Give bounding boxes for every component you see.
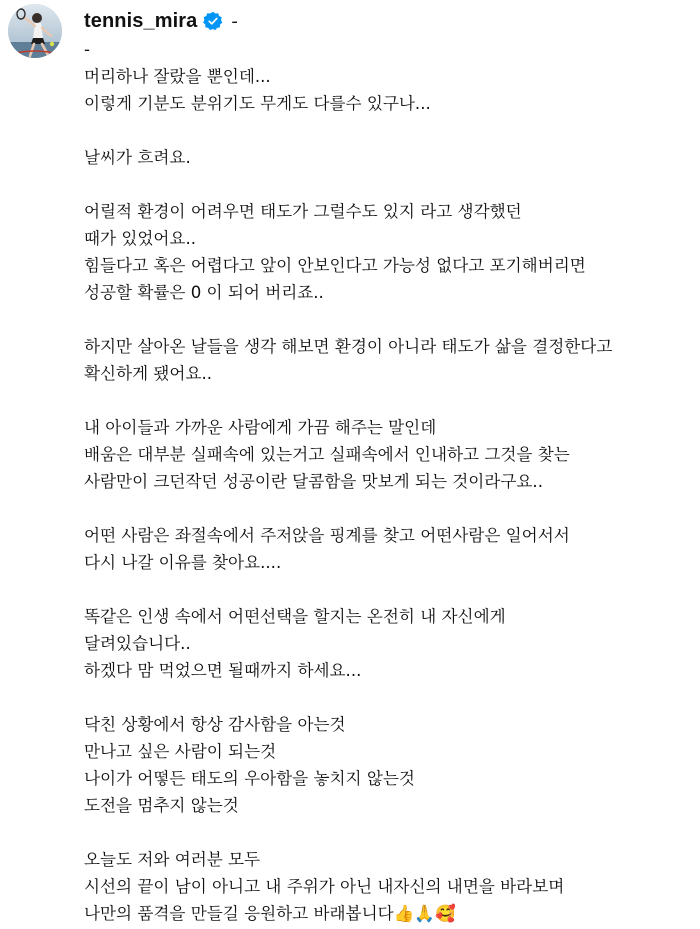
caption-line: 달려있습니다.. [84, 634, 191, 653]
caption-line: 어릴적 환경이 어려우면 태도가 그럴수도 있지 라고 생각했던 [84, 202, 522, 221]
caption-line: 머리하나 잘랐을 뿐인데... [84, 67, 271, 86]
caption-line: 똑같은 인생 속에서 어떤선택을 할지는 온전히 내 자신에게 [84, 607, 506, 626]
caption-line: 나만의 품격을 만들길 응원하고 바래봅니다👍🙏🥰 [84, 904, 456, 923]
caption-blank-line [84, 684, 684, 711]
caption-line: 오늘도 저와 여러분 모두 [84, 850, 261, 869]
post-header [84, 6, 238, 36]
caption-line: - [84, 40, 90, 59]
caption-line: 때가 있었어요.. [84, 229, 197, 248]
caption-line: 다시 나갈 이유를 찾아요.... [84, 553, 282, 572]
caption-line: 이렇게 기분도 분위기도 무게도 다를수 있구나... [84, 94, 431, 113]
caption-line: 사람만이 크던작던 성공이란 달콤함을 맛보게 되는 것이라구요.. [84, 472, 543, 491]
username-link[interactable]: tennis_mira [84, 9, 198, 32]
caption-line: 날씨가 흐려요. [84, 148, 191, 167]
post-caption [84, 36, 684, 927]
caption-line: 확신하게 됐어요.. [84, 364, 213, 383]
caption-blank-line [84, 117, 684, 144]
caption-blank-line [84, 387, 684, 414]
caption-line: 시선의 끝이 남이 아니고 내 주위가 아닌 내자신의 내면을 바라보며 [84, 877, 565, 896]
caption-line: 하겠다 맘 먹었으면 될때까지 하세요... [84, 661, 362, 680]
caption-line: 성공할 확률은 0 이 되어 버리죠.. [84, 283, 324, 302]
caption-line: 도전을 멈추지 않는것 [84, 796, 239, 815]
caption-line: 배움은 대부분 실패속에 있는거고 실패속에서 인내하고 그것을 찾는 [84, 445, 570, 464]
verified-badge-icon [203, 11, 223, 31]
avatar[interactable] [8, 4, 62, 58]
caption-blank-line [84, 576, 684, 603]
caption-line: 어떤 사람은 좌절속에서 주저앉을 핑계를 찾고 어떤사람은 일어서서 [84, 526, 570, 545]
caption-line: 닥친 상황에서 항상 감사함을 아는것 [84, 715, 346, 734]
caption-line: 힘들다고 혹은 어렵다고 앞이 안보인다고 가능성 없다고 포기해버리면 [84, 256, 586, 275]
title-suffix: - [231, 10, 238, 32]
caption-line: 하지만 살아온 날들을 생각 해보면 환경이 아니라 태도가 삶을 결정한다고 [84, 337, 613, 356]
caption-blank-line [84, 306, 684, 333]
caption-line: 만나고 싶은 사람이 되는것 [84, 742, 277, 761]
caption-blank-line [84, 171, 684, 198]
avatar-tennis-player-icon [8, 4, 62, 58]
caption-line: 내 아이들과 가까운 사람에게 가끔 해주는 말인데 [84, 418, 437, 437]
caption-blank-line [84, 819, 684, 846]
caption-line: 나이가 어떻든 태도의 우아함을 놓치지 않는것 [84, 769, 415, 788]
caption-blank-line [84, 495, 684, 522]
